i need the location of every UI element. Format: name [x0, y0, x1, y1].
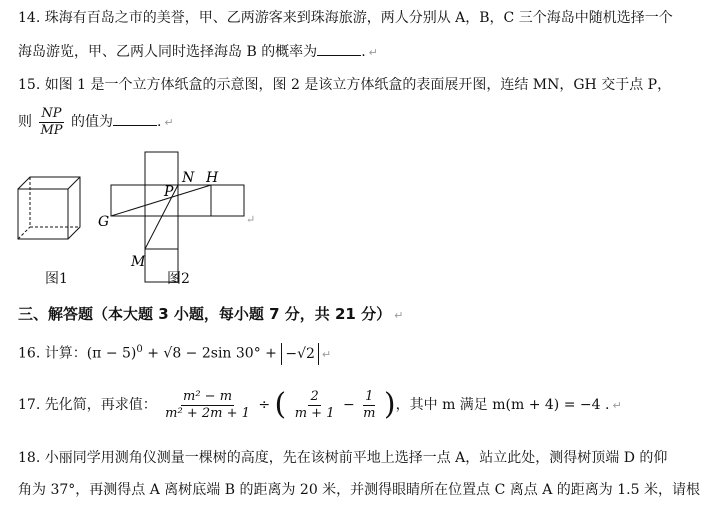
paragraph-mark: ↵ [321, 347, 332, 361]
answer-blank [317, 41, 361, 56]
cube-figure [18, 177, 80, 239]
label-p: P [164, 184, 174, 200]
label-g: G [98, 214, 110, 230]
q17: 17. 先化简，再求值： $\frac{\text{m² − m}}{\text{m² + 2m + 1}}$ ÷ ( $\frac{2}{m + 1}$ − $\frac{1}{m}$ )，其中 m 满足 m(m + 4) = −4 . ↵ [18, 387, 622, 422]
label-m: M [131, 254, 146, 270]
caption-figure-1: 图1 [45, 271, 68, 287]
paragraph-mark: ↵ [368, 46, 378, 59]
paragraph-mark: ↵ [246, 213, 256, 226]
q14-line2: 海岛游览，甲、乙两人同时选择海岛 B 的概率为 . ↵ [18, 41, 378, 63]
label-h: H [206, 170, 219, 186]
q18-line2: 角为 37°，再测得点 A 离树底端 B 的距离为 20 米，并测得眼睛所在位置点 C 离点 A 的距离为 1.5 米，请根 [18, 482, 700, 498]
section-heading: 三、解答题（本大题 3 小题，每小题 7 分，共 21 分） ↵ [18, 305, 404, 323]
q18-line1: 18. 小丽同学用测角仪测量一棵树的高度，先在该树前平地上选择一点 A，站立此处，测得树顶端 D 的仰 [18, 450, 668, 466]
fraction-1: $\frac{\text{m² − m}}{\text{m² + 2m + 1}}$ [165, 388, 250, 421]
np-over-mp-fraction: $\frac{NP}{MP}$ [40, 105, 63, 138]
paragraph-mark: ↵ [394, 309, 404, 322]
absolute-value: −√2 [281, 343, 319, 365]
q15-line2: 则 $\frac{NP}{MP}$ 的值为 . ↵ [18, 105, 174, 138]
caption-figure-2: 图2 [167, 271, 190, 287]
label-n: N [182, 170, 195, 186]
fraction-3: $\frac{1}{m}$ [363, 388, 376, 421]
fraction-2: $\frac{2}{m + 1}$ [294, 388, 335, 421]
paragraph-mark: ↵ [612, 399, 622, 412]
q14-line1: 14. 珠海有百岛之市的美誉，甲、乙两游客来到珠海旅游，两人分别从 A，B，C 三个海岛中随机选择一个 [18, 10, 673, 26]
answer-blank [113, 111, 157, 126]
q16: 16. 计算：$(\pi - 5)^0 + √8 - 2\sin$ 30° + −√2 ↵ [18, 336, 331, 369]
q15-line1: 15. 如图 1 是一个立方体纸盒的示意图，图 2 是该立方体纸盒的表面展开图，连结 MN，GH 交于点 P， [18, 77, 672, 93]
paragraph-mark: ↵ [164, 116, 174, 129]
